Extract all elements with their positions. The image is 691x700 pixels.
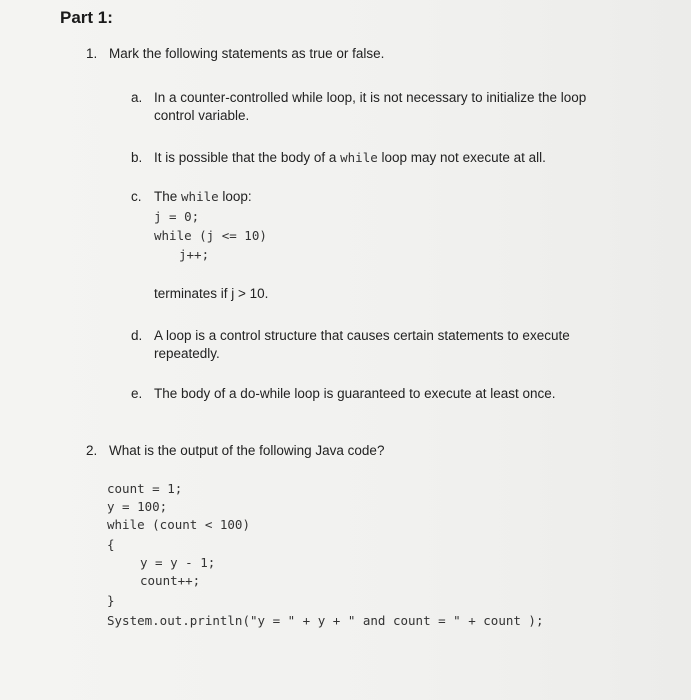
statement-d: [131, 327, 601, 367]
statement-c-code-line-3: j++;: [179, 247, 210, 262]
q2-code-line-1: count = 1;: [107, 481, 183, 496]
question-1: [86, 46, 384, 61]
q2-code-line-7: }: [107, 593, 115, 608]
q2-code-line-4: {: [107, 537, 115, 552]
question-2-number: 2.: [86, 443, 98, 458]
statement-d-line2: repeatedly.: [154, 346, 220, 361]
statement-c-after: terminates if j > 10.: [154, 286, 269, 301]
statement-c-code: while: [181, 189, 219, 204]
statement-e: [131, 385, 601, 405]
statement-a-letter: a.: [131, 90, 143, 105]
statement-c-code-line-1: j = 0;: [154, 209, 200, 224]
statement-b-post: loop may not execute at all.: [377, 150, 546, 165]
q2-code-line-5: y = y - 1;: [140, 555, 216, 570]
question-2: [86, 443, 384, 458]
statement-c-letter: c.: [131, 189, 142, 204]
statement-b: [131, 149, 601, 169]
q2-code-line-3: while (count < 100): [107, 517, 250, 532]
q2-code-line-6: count++;: [140, 573, 201, 588]
statement-a: [131, 89, 601, 129]
question-1-number: 1.: [86, 46, 98, 61]
statement-c-post: loop:: [218, 189, 252, 204]
q2-code-line-8: System.out.println("y = " + y + " and count = " + count );: [107, 613, 544, 628]
statement-b-pre: It is possible that the body of a: [154, 150, 341, 165]
statement-c-code-line-2: while (j <= 10): [154, 228, 267, 243]
statement-b-letter: b.: [131, 150, 143, 165]
statement-c-pre: The: [154, 189, 182, 204]
statement-c: [131, 188, 601, 208]
statement-e-line1: The body of a do-while loop is guaranteed to execute at least once.: [154, 386, 556, 401]
statement-d-letter: d.: [131, 328, 143, 343]
statement-d-line1: A loop is a control structure that causes certain statements to execute: [154, 328, 570, 343]
question-2-prompt: What is the output of the following Java code?: [109, 443, 385, 458]
statement-a-line1: In a counter-controlled while loop, it is not necessary to initialize the loop: [154, 90, 587, 105]
statement-a-line2: control variable.: [154, 108, 250, 123]
statement-e-letter: e.: [131, 386, 143, 401]
question-1-prompt: Mark the following statements as true or false.: [109, 46, 385, 61]
page-title: Part 1:: [60, 8, 113, 27]
statement-b-code: while: [340, 150, 378, 165]
q2-code-line-2: y = 100;: [107, 499, 168, 514]
